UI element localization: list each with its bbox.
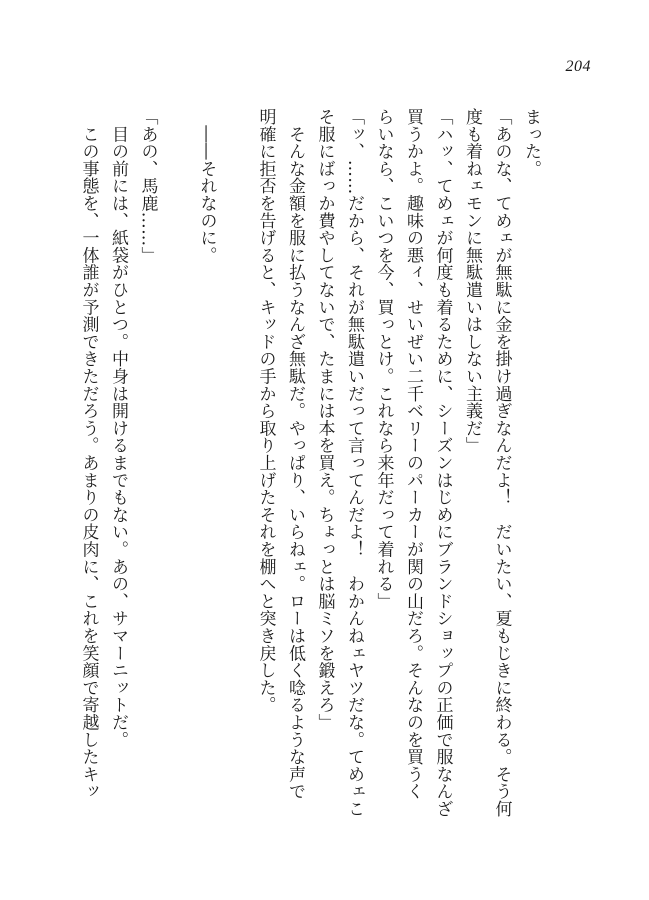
text-line: 明確に拒否を告げると、キッドの手から取り上げたそれを棚へと突き戻した。 <box>255 108 276 714</box>
text-line: 「あのな、てめェが無駄に金を掛け過ぎなんだよ！ だいたい、夏もじきに終わる。そう何 <box>491 108 512 818</box>
text-line: 「あの、馬鹿……」 <box>137 108 158 264</box>
text-line: 「ッ、……だから、それが無駄遣いだって言ってんだよ！ わかんねェヤツだな。てめェこ <box>344 108 364 818</box>
text-line: 度も着ねェモンに無駄遣いはしない主義だ」 <box>462 108 482 454</box>
text-line: そんな金額を服に払うなんざ無駄だ。やっぱり、いらねェ。ローは低く唸るような声で <box>285 108 305 800</box>
text-line: 買うかよ。趣味の悪ィ、せいぜい二千ベリーのパーカーが関の山だろ。そんなのを買うく <box>403 108 423 800</box>
blank-line <box>221 108 251 808</box>
body-text <box>78 108 545 818</box>
text-line: らいなら、こいつを今、買っとけ。これなら来年だって着れる」 <box>373 108 394 610</box>
text-line: この事態を、一体誰が予測できただろう。あまりの皮肉に、これを笑顔で寄越したキッ <box>78 108 99 800</box>
blank-line <box>162 108 192 808</box>
text-line: 「ハッ、てめェが何度も着るために、シーズンはじめにブランドショップの正価で服なんざ <box>432 108 453 818</box>
text-line: 目の前には、紙袋がひとつ。中身は開けるまでもない。あの、サマーニットだ。 <box>108 108 128 749</box>
text-line: ――それなのに。 <box>196 108 217 264</box>
text-line: そ服にばっか費やしてないで、たまには本を買え。ちょっとは脳ミソを鍛えろ」 <box>314 108 335 731</box>
text-line: まった。 <box>521 108 541 178</box>
page-number: 204 <box>565 58 591 75</box>
